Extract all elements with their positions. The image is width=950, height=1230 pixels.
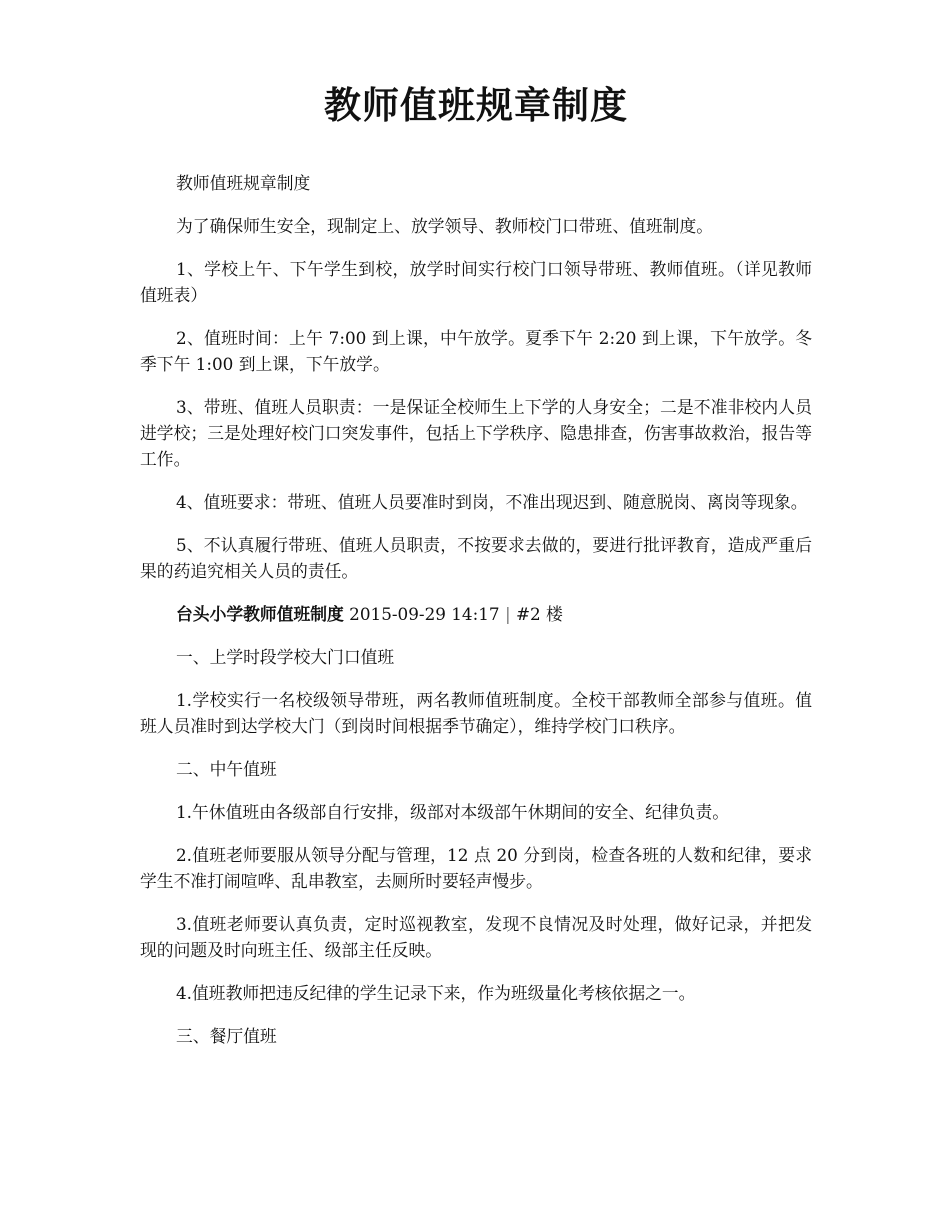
post-separator: | — [504, 604, 511, 624]
document-page — [140, 0, 812, 1066]
paragraph-noon-2: 2.值班老师要服从领导分配与管理，12 点 20 分到岗，检查各班的人数和纪律，要求学生不准打闹喧哗、乱串教室，去厕所时要轻声慢步。 — [140, 845, 812, 891]
paragraph-gate-1: 1.学校实行一名校级领导带班，两名教师值班制度。全校干部教师全部参与值班。值班人员准时到达学校大门（到岗时间根据季节确定），维持学校门口秩序。 — [140, 690, 812, 736]
paragraph-rule-3: 3、带班、值班人员职责：一是保证全校师生上下学的人身安全；二是不准非校内人员进学校；三是处理好校门口突发事件，包括上下学秩序、隐患排查，伤害事故救治，报告等工作。 — [140, 397, 812, 469]
paragraph-rule-5: 5、不认真履行带班、值班人员职责，不按要求去做的，要进行批评教育，造成严重后果的药追究相关人员的责任。 — [140, 535, 812, 581]
paragraph-rule-4: 4、值班要求：带班、值班人员要准时到岗，不准出现迟到、随意脱岗、离岗等现象。 — [176, 492, 808, 512]
document-title: 教师值班规章制度 — [324, 83, 628, 127]
section-heading-gate: 一、上学时段学校大门口值班 — [176, 647, 395, 667]
paragraph-noon-1: 1.午休值班由各级部自行安排，级部对本级部午休期间的安全、纪律负责。 — [176, 802, 730, 822]
paragraph-noon-3: 3.值班老师要认真负责，定时巡视教室，发现不良情况及时处理，做好记录，并把发现的问题及时向班主任、级部主任反映。 — [140, 914, 812, 960]
post-header — [140, 601, 812, 627]
paragraph-rule-2: 2、值班时间：上午 7:00 到上课，中午放学。夏季下午 2:20 到上课，下午放学。冬季下午 1:00 到上课，下午放学。 — [140, 328, 812, 374]
paragraph-subtitle: 教师值班规章制度 — [176, 173, 311, 193]
paragraph-intro: 为了确保师生安全，现制定上、放学领导、教师校门口带班、值班制度。 — [176, 216, 714, 236]
paragraph-noon-4: 4.值班教师把违反纪律的学生记录下来，作为班级量化考核依据之一。 — [176, 983, 696, 1003]
document-body — [140, 170, 812, 1049]
post-heading: 台头小学教师值班制度 — [176, 604, 344, 624]
post-timestamp: 2015-09-29 14:17 — [343, 604, 505, 624]
post-floor: #2 楼 — [510, 604, 563, 624]
section-heading-canteen: 三、餐厅值班 — [176, 1026, 277, 1046]
section-heading-noon: 二、中午值班 — [176, 759, 277, 779]
paragraph-rule-1: 1、学校上午、下午学生到校，放学时间实行校门口领导带班、教师值班。（详见教师值班表） — [140, 259, 812, 305]
